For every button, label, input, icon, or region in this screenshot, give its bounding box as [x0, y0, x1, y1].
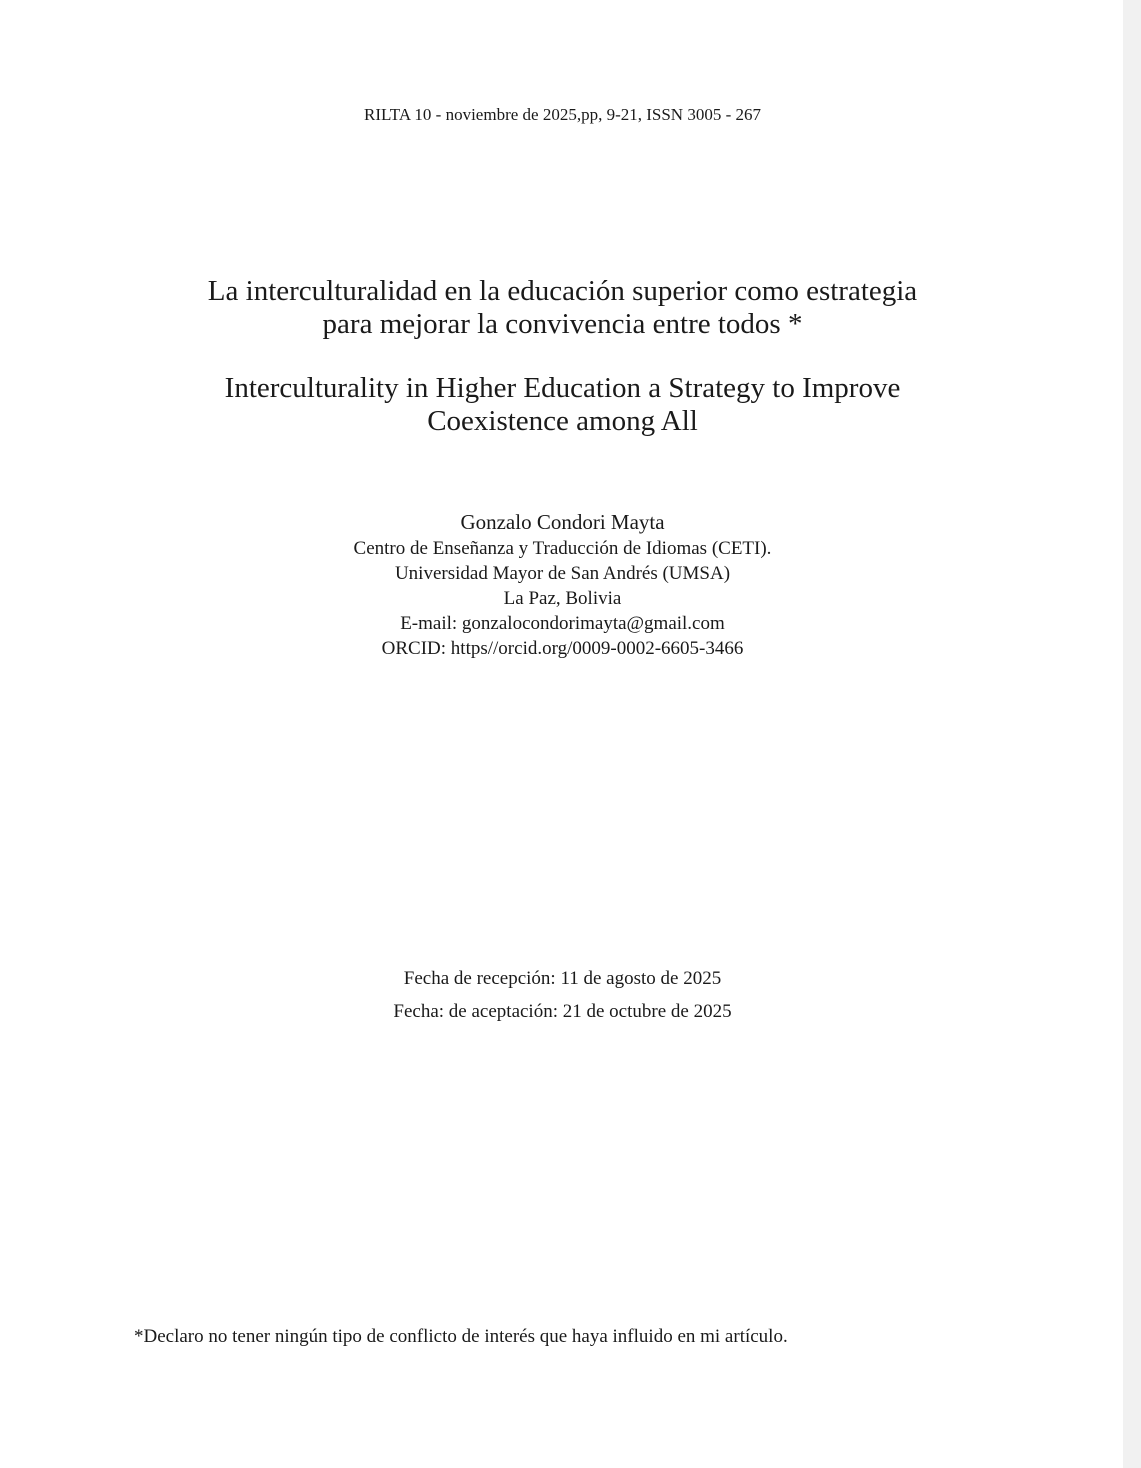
affiliation-institute: Centro de Enseñanza y Traducción de Idiomas (CETI).	[353, 538, 772, 559]
author-email: E-mail: gonzalocondorimayta@gmail.com	[400, 613, 725, 634]
affiliation-location: La Paz, Bolivia	[503, 588, 622, 609]
title-spanish	[0, 275, 1125, 341]
running-header: RILTA 10 - noviembre de 2025,pp, 9-21, ISSN 3005 - 267	[363, 105, 761, 124]
author-block	[0, 509, 1125, 661]
title-english	[0, 372, 1125, 438]
title-english-line-2: Coexistence among All	[427, 405, 698, 437]
title-spanish-line-1: La interculturalidad en la educación superior como estrategia	[207, 275, 918, 307]
date-accepted: Fecha: de aceptación: 21 de octubre de 2025	[393, 1001, 732, 1022]
viewer-gutter	[1123, 0, 1141, 1468]
date-received: Fecha de recepción: 11 de agosto de 2025	[403, 968, 722, 989]
author-name: Gonzalo Condori Mayta	[460, 510, 665, 534]
affiliation-university: Universidad Mayor de San Andrés (UMSA)	[394, 563, 731, 584]
conflict-of-interest-footnote: *Declaro no tener ningún tipo de conflicto de interés que haya influido en mi artículo.	[134, 1326, 788, 1347]
title-spanish-line-2: para mejorar la convivencia entre todos *	[322, 308, 803, 340]
title-english-line-1: Interculturality in Higher Education a Strategy to Improve	[224, 372, 901, 404]
dates-block	[0, 962, 1125, 1028]
author-orcid: ORCID: https//orcid.org/0009-0002-6605-3466	[381, 638, 744, 659]
